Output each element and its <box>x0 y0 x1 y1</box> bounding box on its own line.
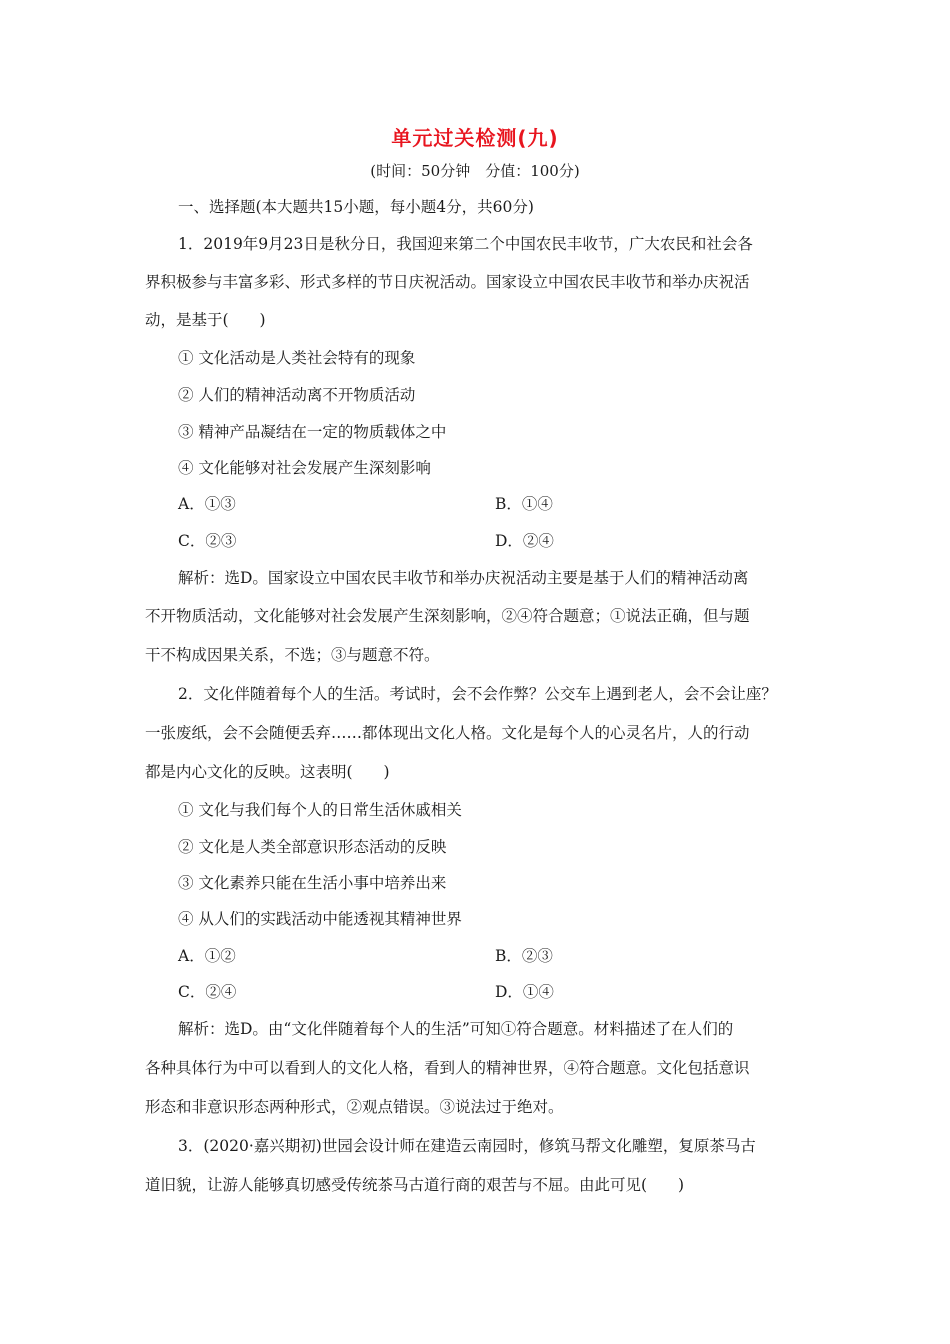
question-2-analysis-line-3: 形态和非意识形态两种形式，②观点错误。③说法过于绝对。 <box>145 1098 564 1116</box>
question-2-analysis-line-1: 解析：选D。由“文化伴随着每个人的生活”可知①符合题意。材料描述了在人们的 <box>178 1020 734 1038</box>
question-1-line-3: 动，是基于( ) <box>145 311 266 329</box>
question-3-line-1: 3．(2020·嘉兴期初)世园会设计师在建造云南园时，修筑马帮文化雕塑，复原茶马古 <box>178 1137 756 1155</box>
question-2-option-c: C．②④ <box>178 983 237 1001</box>
question-1-line-2: 界积极参与丰富多彩、形式多样的节日庆祝活动。国家设立中国农民丰收节和举办庆祝活 <box>145 273 750 291</box>
question-2-item-1: ① 文化与我们每个人的日常生活休戚相关 <box>178 801 462 819</box>
question-2-item-2: ② 文化是人类全部意识形态活动的反映 <box>178 838 447 856</box>
question-1-line-1: 1．2019年9月23日是秋分日，我国迎来第二个中国农民丰收节，广大农民和社会各 <box>178 235 753 253</box>
question-1-option-c: C．②③ <box>178 532 237 550</box>
question-1-item-4: ④ 文化能够对社会发展产生深刻影响 <box>178 459 431 477</box>
question-3-line-2: 道旧貌，让游人能够真切感受传统茶马古道行商的艰苦与不屈。由此可见( ) <box>145 1176 685 1194</box>
question-1-option-b: B．①④ <box>495 495 553 513</box>
question-2-item-4: ④ 从人们的实践活动中能透视其精神世界 <box>178 910 462 928</box>
question-1-item-2: ② 人们的精神活动离不开物质活动 <box>178 386 416 404</box>
question-2-analysis-line-2: 各种具体行为中可以看到人的文化人格，看到人的精神世界，④符合题意。文化包括意识 <box>145 1059 750 1077</box>
question-2-option-d: D．①④ <box>495 983 554 1001</box>
question-1-item-3: ③ 精神产品凝结在一定的物质载体之中 <box>178 423 447 441</box>
question-1-item-1: ① 文化活动是人类社会特有的现象 <box>178 349 416 367</box>
question-1-option-a: A．①③ <box>178 495 236 513</box>
question-2-option-b: B．②③ <box>495 947 553 965</box>
question-2-line-3: 都是内心文化的反映。这表明( ) <box>145 763 390 781</box>
time-score-info: (时间：50分钟 分值：100分) <box>370 162 580 180</box>
question-1-analysis-line-1: 解析：选D。国家设立中国农民丰收节和举办庆祝活动主要是基于人们的精神活动离 <box>178 569 749 587</box>
question-1-analysis-line-2: 不开物质活动，文化能够对社会发展产生深刻影响，②④符合题意；①说法正确，但与题 <box>145 607 750 625</box>
page-title: 单元过关检测(九) <box>391 126 559 150</box>
question-1-analysis-line-3: 干不构成因果关系，不选；③与题意不符。 <box>145 646 440 664</box>
section-heading: 一、选择题(本大题共15小题，每小题4分，共60分) <box>178 198 534 216</box>
question-2-line-1: 2．文化伴随着每个人的生活。考试时，会不会作弊？公交车上遇到老人，会不会让座？ <box>178 685 777 703</box>
question-2-line-2: 一张废纸，会不会随便丢弃……都体现出文化人格。文化是每个人的心灵名片，人的行动 <box>145 724 750 742</box>
question-2-option-a: A．①② <box>178 947 236 965</box>
question-2-item-3: ③ 文化素养只能在生活小事中培养出来 <box>178 874 447 892</box>
question-1-option-d: D．②④ <box>495 532 554 550</box>
